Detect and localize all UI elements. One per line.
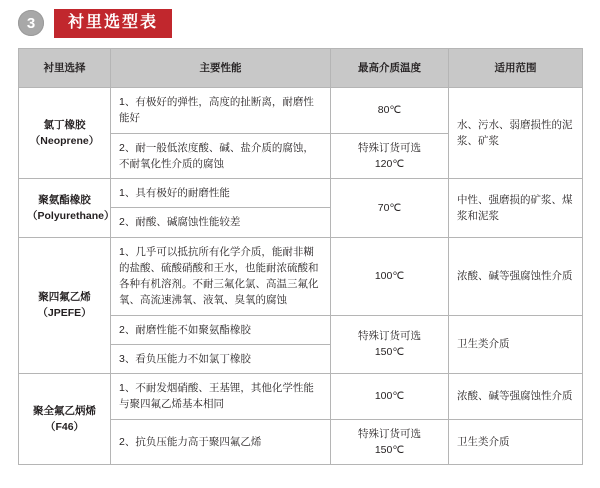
lining-name-line2: （Polyurethane） bbox=[27, 209, 115, 222]
column-header-lining: 衬里选择 bbox=[19, 49, 111, 88]
application-range: 卫生类介质 bbox=[449, 419, 583, 465]
max-temp-value: 100℃ bbox=[331, 374, 449, 420]
lining-selection-table-wrapper bbox=[18, 48, 582, 465]
column-header-max-temp: 最高介质温度 bbox=[331, 49, 449, 88]
lining-name-line1: 聚全氟乙炳烯 bbox=[33, 404, 96, 417]
max-temp-line2: 150℃ bbox=[374, 346, 405, 359]
lining-name-line2: （F46） bbox=[44, 421, 85, 434]
max-temp-line1: 特殊订货可选 bbox=[358, 330, 421, 343]
lining-name-line1: 聚氨酯橡胶 bbox=[38, 193, 91, 206]
table-header-row bbox=[19, 49, 583, 88]
lining-name-line2: （JPEFE） bbox=[37, 307, 92, 320]
max-temp-value: 80℃ bbox=[331, 88, 449, 134]
table-row bbox=[19, 374, 583, 420]
max-temp-line1: 特殊订货可选 bbox=[358, 427, 421, 440]
performance-text: 2、抗负压能力高于聚四氟乙烯 bbox=[111, 419, 331, 465]
table-row bbox=[19, 179, 583, 208]
max-temp-value bbox=[331, 133, 449, 179]
application-range: 浓酸、碱等强腐蚀性介质 bbox=[449, 374, 583, 420]
performance-text: 1、几乎可以抵抗所有化学介质，能耐非糊的盐酸、硫酸硝酸和王水，也能耐浓硫酸和各种有机溶剂。不耐三氟化氯、高温三氟化氧、高流速沸氧、液氧、臭氧的腐蚀 bbox=[111, 237, 331, 315]
column-header-performance: 主要性能 bbox=[111, 49, 331, 88]
performance-text: 2、耐酸、碱腐蚀性能较差 bbox=[111, 208, 331, 237]
application-range: 浓酸、碱等强腐蚀性介质 bbox=[449, 237, 583, 315]
performance-text: 3、看负压能力不如氯丁橡胶 bbox=[111, 344, 331, 373]
section-header bbox=[18, 8, 172, 38]
table-row bbox=[19, 88, 583, 134]
max-temp-value bbox=[331, 315, 449, 374]
lining-name-line1: 聚四氟乙烯 bbox=[38, 291, 91, 304]
max-temp-line2: 120℃ bbox=[374, 157, 405, 170]
max-temp-value: 70℃ bbox=[331, 179, 449, 238]
lining-name-f46 bbox=[19, 374, 111, 465]
performance-text: 1、具有极好的耐磨性能 bbox=[111, 179, 331, 208]
application-range: 水、污水、弱磨损性的泥浆、矿浆 bbox=[449, 88, 583, 179]
page-title: 衬里选型表 bbox=[54, 9, 172, 38]
max-temp-line1: 特殊订货可选 bbox=[358, 141, 421, 154]
table-row bbox=[19, 237, 583, 315]
performance-text: 1、不耐发烟硝酸、王基锂，其他化学性能与聚四氟乙烯基本相同 bbox=[111, 374, 331, 420]
section-number-badge: 3 bbox=[18, 10, 44, 36]
application-range: 卫生类介质 bbox=[449, 315, 583, 374]
performance-text: 2、耐磨性能不如聚氨酯橡胶 bbox=[111, 315, 331, 344]
lining-selection-table bbox=[18, 48, 583, 465]
lining-name-line1: 氯丁橡胶 bbox=[43, 118, 86, 131]
lining-name-polyurethane bbox=[19, 179, 115, 238]
lining-name-jpefe bbox=[19, 237, 111, 374]
max-temp-value bbox=[331, 419, 449, 465]
lining-name-line2: （Neoprene） bbox=[29, 135, 100, 148]
application-range: 中性、强磨损的矿浆、煤浆和泥浆 bbox=[449, 179, 583, 238]
table-header bbox=[19, 49, 583, 88]
max-temp-value: 100℃ bbox=[331, 237, 449, 315]
performance-text: 1、有极好的弹性，高度的扯断离，耐磨性能好 bbox=[111, 88, 331, 134]
column-header-application: 适用范围 bbox=[449, 49, 583, 88]
table-body bbox=[19, 88, 583, 465]
lining-name-neoprene bbox=[19, 88, 111, 179]
max-temp-line2: 150℃ bbox=[374, 443, 405, 456]
performance-text: 2、耐一般低浓度酸、碱、盐介质的腐蚀，不耐氧化性介质的腐蚀 bbox=[111, 133, 331, 179]
